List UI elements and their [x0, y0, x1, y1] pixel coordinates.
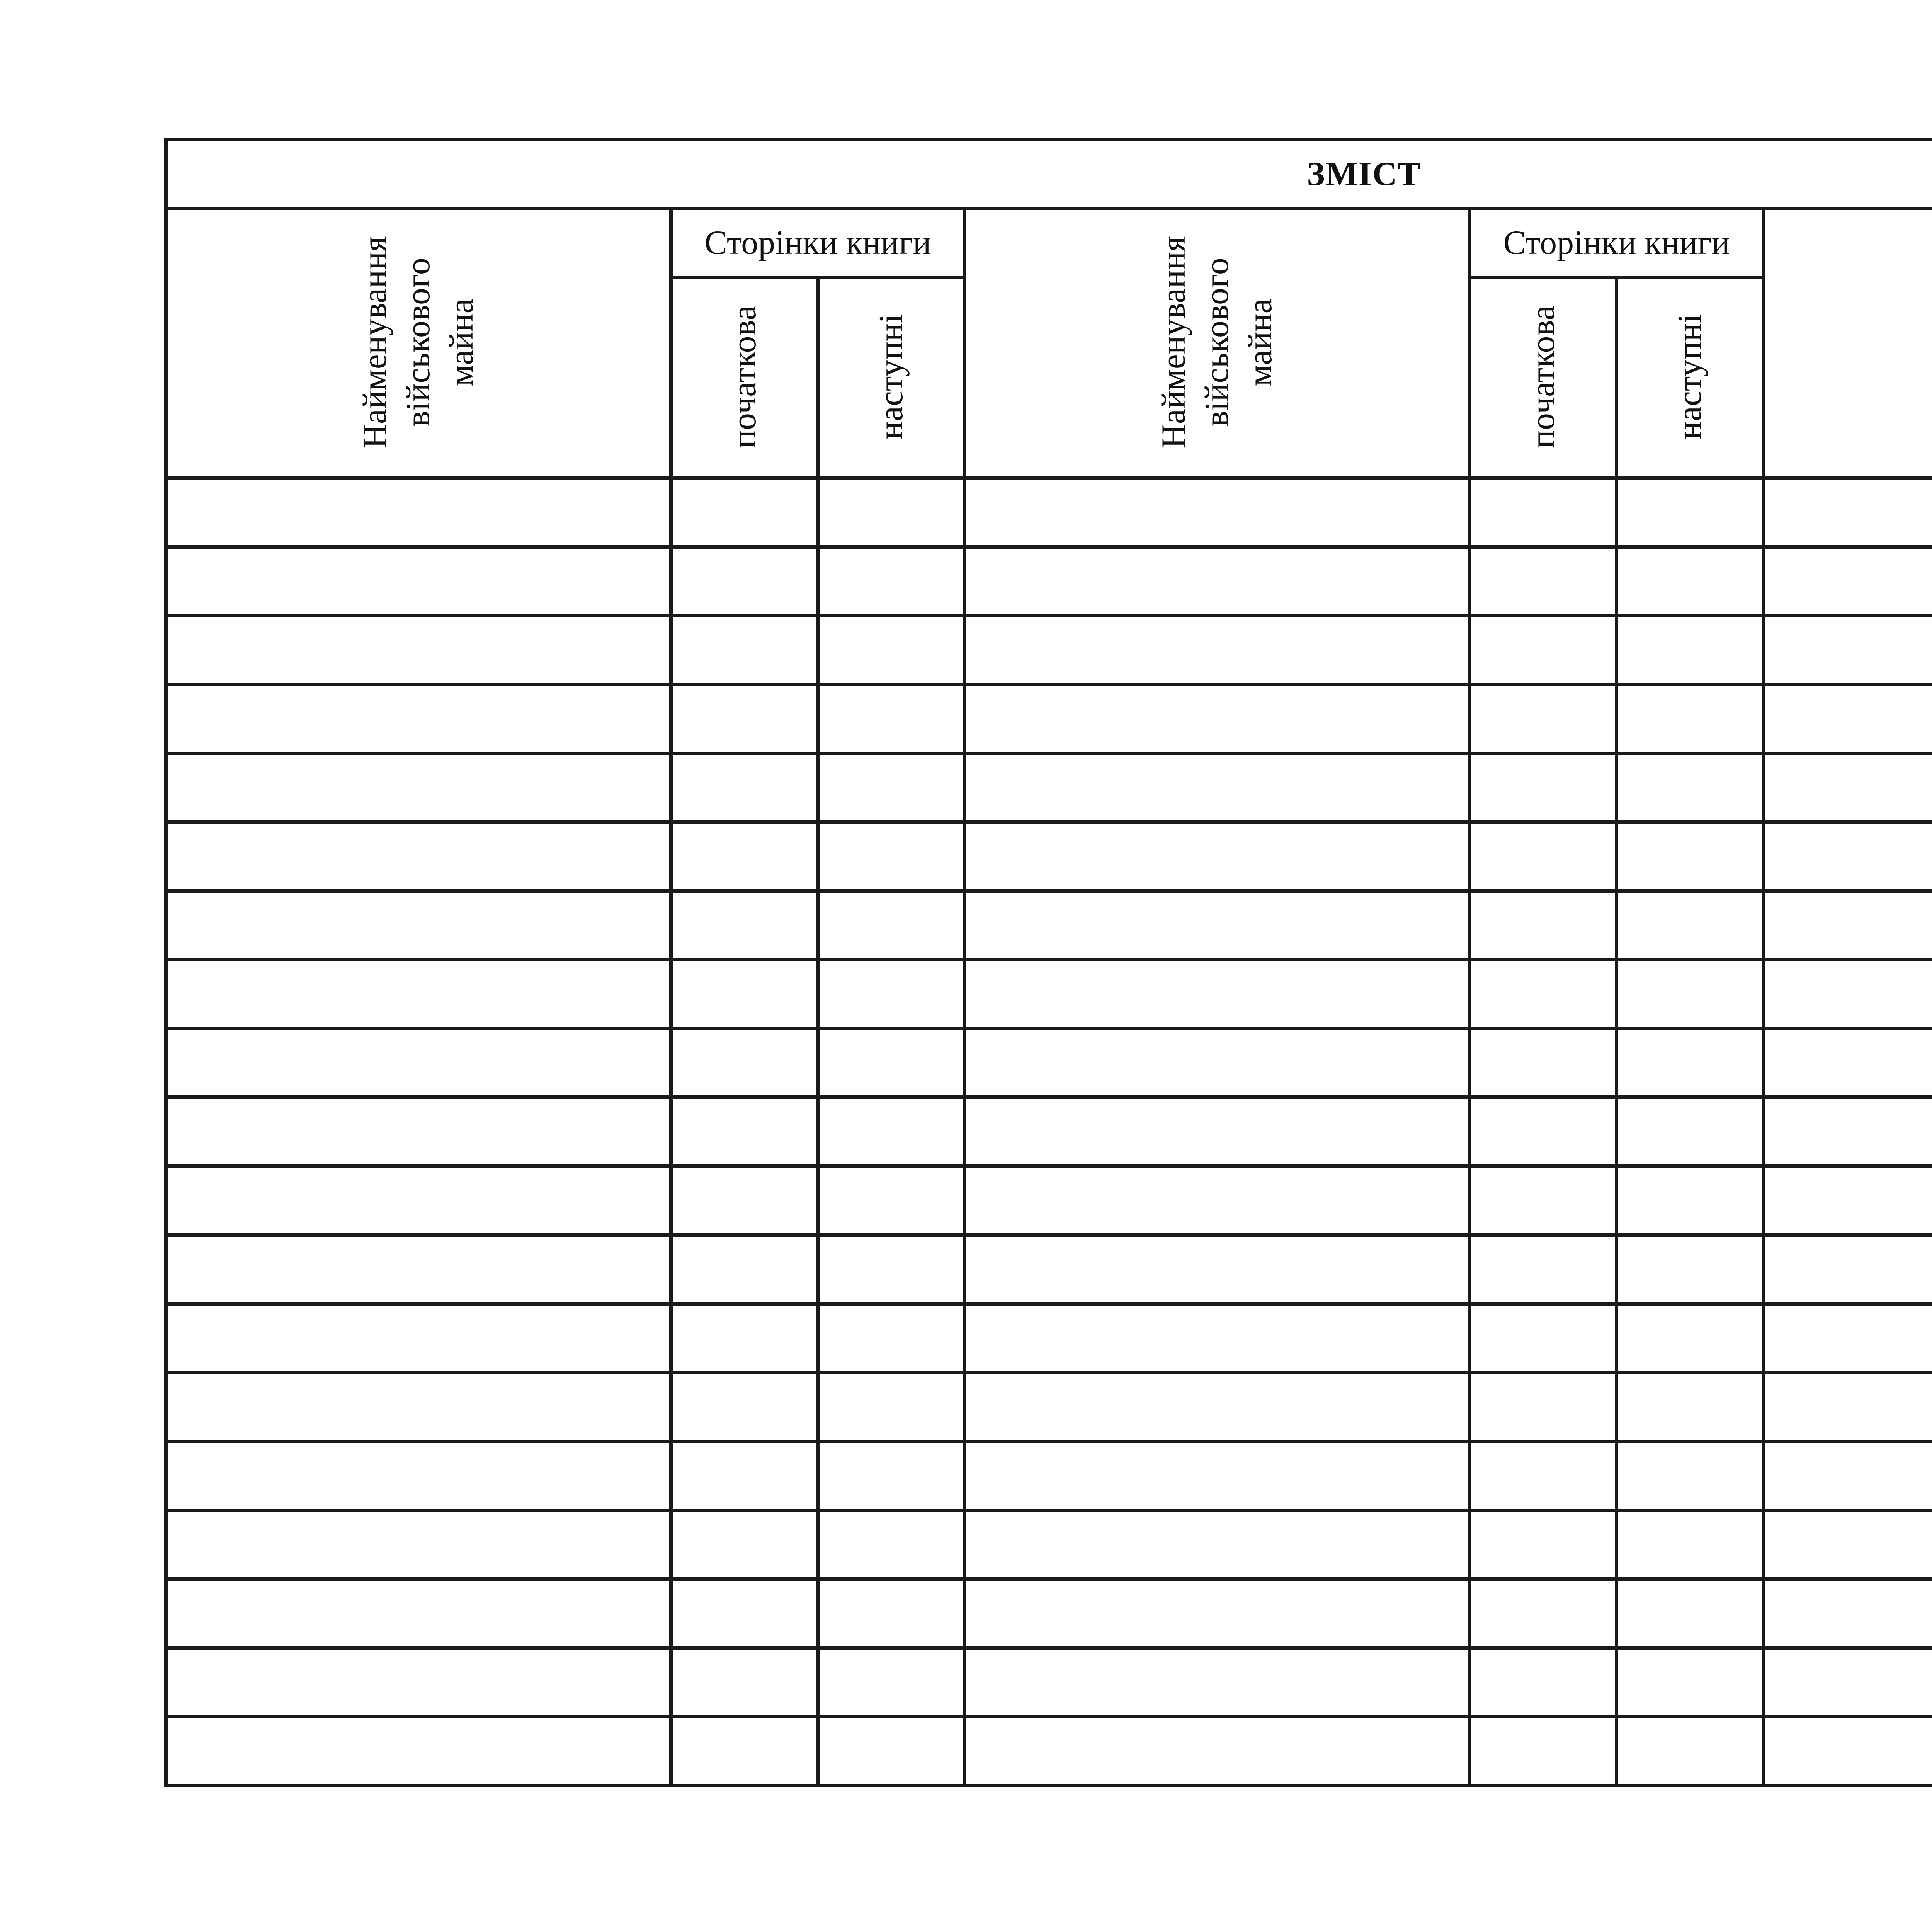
table-row [166, 754, 1932, 822]
name-cell[interactable] [965, 1441, 1470, 1510]
next-pages-cell[interactable] [1617, 1235, 1764, 1304]
name-cell[interactable] [965, 822, 1470, 891]
initial-page-cell[interactable] [671, 1648, 818, 1716]
name-cell[interactable] [965, 1510, 1470, 1579]
name-cell[interactable] [965, 1166, 1470, 1235]
initial-page-cell[interactable] [1470, 1716, 1617, 1785]
next-pages-header [1617, 277, 1764, 478]
name-cell[interactable] [166, 754, 671, 822]
initial-page-cell[interactable] [1470, 1029, 1617, 1097]
initial-page-cell[interactable] [1470, 1510, 1617, 1579]
name-cell[interactable] [166, 547, 671, 616]
initial-page-label: початкова [725, 305, 763, 449]
initial-page-cell[interactable] [1470, 1304, 1617, 1373]
initial-page-cell[interactable] [671, 891, 818, 960]
name-cell[interactable] [166, 1510, 671, 1579]
initial-page-cell[interactable] [671, 754, 818, 822]
next-pages-cell[interactable] [1617, 1166, 1764, 1235]
name-cell[interactable] [1764, 478, 1932, 547]
initial-page-cell[interactable] [671, 1029, 818, 1097]
name-cell[interactable] [1764, 685, 1932, 754]
next-pages-cell[interactable] [818, 1166, 965, 1235]
name-cell[interactable] [166, 1648, 671, 1716]
table-row [166, 547, 1932, 616]
initial-page-cell[interactable] [1470, 1097, 1617, 1166]
initial-page-cell[interactable] [1470, 1235, 1617, 1304]
initial-page-cell[interactable] [1470, 754, 1617, 822]
name-cell[interactable] [965, 616, 1470, 685]
next-pages-cell[interactable] [818, 547, 965, 616]
initial-page-label: початкова [1524, 305, 1562, 449]
name-cell[interactable] [1764, 1373, 1932, 1441]
name-cell[interactable] [166, 1579, 671, 1648]
initial-page-cell[interactable] [1470, 1579, 1617, 1648]
name-column-header-label: Найменування військового майна [1155, 236, 1279, 449]
name-cell[interactable] [166, 616, 671, 685]
name-cell[interactable] [1764, 547, 1932, 616]
name-cell[interactable] [1764, 616, 1932, 685]
next-pages-cell[interactable] [1617, 1029, 1764, 1097]
next-pages-cell[interactable] [818, 1029, 965, 1097]
initial-page-cell[interactable] [1470, 1441, 1617, 1510]
next-pages-cell[interactable] [1617, 754, 1764, 822]
name-cell[interactable] [166, 891, 671, 960]
name-cell[interactable] [1764, 960, 1932, 1029]
next-pages-cell[interactable] [818, 1097, 965, 1166]
name-column-header [1764, 209, 1932, 478]
table-row [166, 1716, 1932, 1785]
table-row [166, 1029, 1932, 1097]
name-cell[interactable] [166, 1097, 671, 1166]
name-cell[interactable] [1764, 1166, 1932, 1235]
initial-page-cell[interactable] [671, 1304, 818, 1373]
name-cell[interactable] [1764, 1029, 1932, 1097]
initial-page-cell[interactable] [1470, 960, 1617, 1029]
table-row [166, 478, 1932, 547]
initial-page-cell[interactable] [1470, 478, 1617, 547]
next-pages-cell[interactable] [1617, 1648, 1764, 1716]
next-pages-label: наступні [1671, 314, 1709, 440]
table-row [166, 1441, 1932, 1510]
initial-page-cell[interactable] [1470, 616, 1617, 685]
table-row [166, 1235, 1932, 1304]
initial-page-cell[interactable] [1470, 1166, 1617, 1235]
table-title-cell [166, 140, 1932, 209]
next-pages-cell[interactable] [1617, 1304, 1764, 1373]
initial-page-cell[interactable] [671, 685, 818, 754]
table-row [166, 1648, 1932, 1716]
name-column-header-label: Найменування військового майна [356, 236, 480, 449]
table-row [166, 822, 1932, 891]
initial-page-cell[interactable] [671, 1166, 818, 1235]
table-row [166, 1166, 1932, 1235]
initial-page-cell[interactable] [671, 1235, 818, 1304]
table-title: ЗМІСТ [1307, 155, 1422, 193]
name-cell[interactable] [166, 1304, 671, 1373]
name-cell[interactable] [965, 1029, 1470, 1097]
initial-page-cell[interactable] [671, 478, 818, 547]
name-cell[interactable] [1764, 1304, 1932, 1373]
next-pages-cell[interactable] [818, 1373, 965, 1441]
next-pages-cell[interactable] [818, 822, 965, 891]
name-cell[interactable] [965, 547, 1470, 616]
next-pages-cell[interactable] [818, 1648, 965, 1716]
name-cell[interactable] [965, 891, 1470, 960]
name-cell[interactable] [965, 1097, 1470, 1166]
contents-table [164, 138, 1932, 1787]
table-row [166, 1579, 1932, 1648]
table-row [166, 1304, 1932, 1373]
next-pages-cell[interactable] [818, 891, 965, 960]
book-pages-header-label: Сторінки книги [704, 224, 931, 262]
name-column-header [166, 209, 671, 478]
next-pages-cell[interactable] [818, 1716, 965, 1785]
name-cell[interactable] [1764, 1441, 1932, 1510]
contents-sheet [164, 138, 1932, 1787]
table-row [166, 685, 1932, 754]
initial-page-cell[interactable] [1470, 1648, 1617, 1716]
next-pages-cell[interactable] [1617, 1716, 1764, 1785]
next-pages-cell[interactable] [1617, 616, 1764, 685]
next-pages-cell[interactable] [818, 1441, 965, 1510]
next-pages-cell[interactable] [818, 960, 965, 1029]
next-pages-cell[interactable] [818, 616, 965, 685]
next-pages-cell[interactable] [818, 1235, 965, 1304]
name-cell[interactable] [965, 754, 1470, 822]
name-cell[interactable] [166, 822, 671, 891]
initial-page-cell[interactable] [671, 1441, 818, 1510]
initial-page-cell[interactable] [1470, 547, 1617, 616]
next-pages-cell[interactable] [1617, 478, 1764, 547]
name-cell[interactable] [166, 1441, 671, 1510]
name-cell[interactable] [1764, 1579, 1932, 1648]
name-cell[interactable] [1764, 754, 1932, 822]
name-cell[interactable] [1764, 1510, 1932, 1579]
name-cell[interactable] [166, 1235, 671, 1304]
name-cell[interactable] [166, 960, 671, 1029]
name-cell[interactable] [166, 478, 671, 547]
next-pages-cell[interactable] [818, 478, 965, 547]
name-cell[interactable] [166, 1716, 671, 1785]
initial-page-header [1470, 277, 1617, 478]
table-row [166, 616, 1932, 685]
table-row [166, 1097, 1932, 1166]
table-row [166, 1510, 1932, 1579]
initial-page-cell[interactable] [671, 1579, 818, 1648]
next-pages-label: наступні [872, 314, 910, 440]
name-cell[interactable] [965, 1716, 1470, 1785]
book-pages-header [1470, 209, 1764, 277]
name-cell[interactable] [166, 1029, 671, 1097]
next-pages-cell[interactable] [818, 754, 965, 822]
initial-page-cell[interactable] [671, 1097, 818, 1166]
initial-page-cell[interactable] [671, 616, 818, 685]
name-cell[interactable] [965, 1373, 1470, 1441]
next-pages-cell[interactable] [1617, 1441, 1764, 1510]
initial-page-cell[interactable] [671, 822, 818, 891]
next-pages-cell[interactable] [1617, 822, 1764, 891]
table-row [166, 1373, 1932, 1441]
next-pages-cell[interactable] [818, 1510, 965, 1579]
initial-page-cell[interactable] [671, 960, 818, 1029]
next-pages-cell[interactable] [1617, 960, 1764, 1029]
table-row [166, 960, 1932, 1029]
initial-page-cell[interactable] [1470, 685, 1617, 754]
name-cell[interactable] [1764, 1716, 1932, 1785]
name-column-header [965, 209, 1470, 478]
next-pages-header [818, 277, 965, 478]
name-cell[interactable] [965, 1304, 1470, 1373]
next-pages-cell[interactable] [1617, 685, 1764, 754]
name-cell[interactable] [965, 478, 1470, 547]
initial-page-cell[interactable] [1470, 822, 1617, 891]
name-cell[interactable] [1764, 1648, 1932, 1716]
next-pages-cell[interactable] [1617, 1097, 1764, 1166]
table-row [166, 891, 1932, 960]
initial-page-cell[interactable] [671, 547, 818, 616]
name-cell[interactable] [166, 1373, 671, 1441]
name-cell[interactable] [166, 1166, 671, 1235]
next-pages-cell[interactable] [1617, 547, 1764, 616]
initial-page-header [671, 277, 818, 478]
name-cell[interactable] [965, 960, 1470, 1029]
next-pages-cell[interactable] [1617, 1579, 1764, 1648]
name-cell[interactable] [1764, 1097, 1932, 1166]
initial-page-cell[interactable] [671, 1510, 818, 1579]
next-pages-cell[interactable] [818, 685, 965, 754]
name-cell[interactable] [965, 1648, 1470, 1716]
next-pages-cell[interactable] [1617, 1373, 1764, 1441]
next-pages-cell[interactable] [1617, 1510, 1764, 1579]
initial-page-cell[interactable] [671, 1373, 818, 1441]
initial-page-cell[interactable] [1470, 891, 1617, 960]
name-cell[interactable] [166, 685, 671, 754]
next-pages-cell[interactable] [818, 1304, 965, 1373]
name-cell[interactable] [1764, 822, 1932, 891]
initial-page-cell[interactable] [1470, 1373, 1617, 1441]
name-cell[interactable] [965, 685, 1470, 754]
initial-page-cell[interactable] [671, 1716, 818, 1785]
book-pages-header-label: Сторінки книги [1503, 224, 1730, 262]
name-cell[interactable] [1764, 891, 1932, 960]
next-pages-cell[interactable] [818, 1579, 965, 1648]
book-pages-header [671, 209, 965, 277]
name-cell[interactable] [1764, 1235, 1932, 1304]
next-pages-cell[interactable] [1617, 891, 1764, 960]
name-cell[interactable] [965, 1579, 1470, 1648]
name-cell[interactable] [965, 1235, 1470, 1304]
